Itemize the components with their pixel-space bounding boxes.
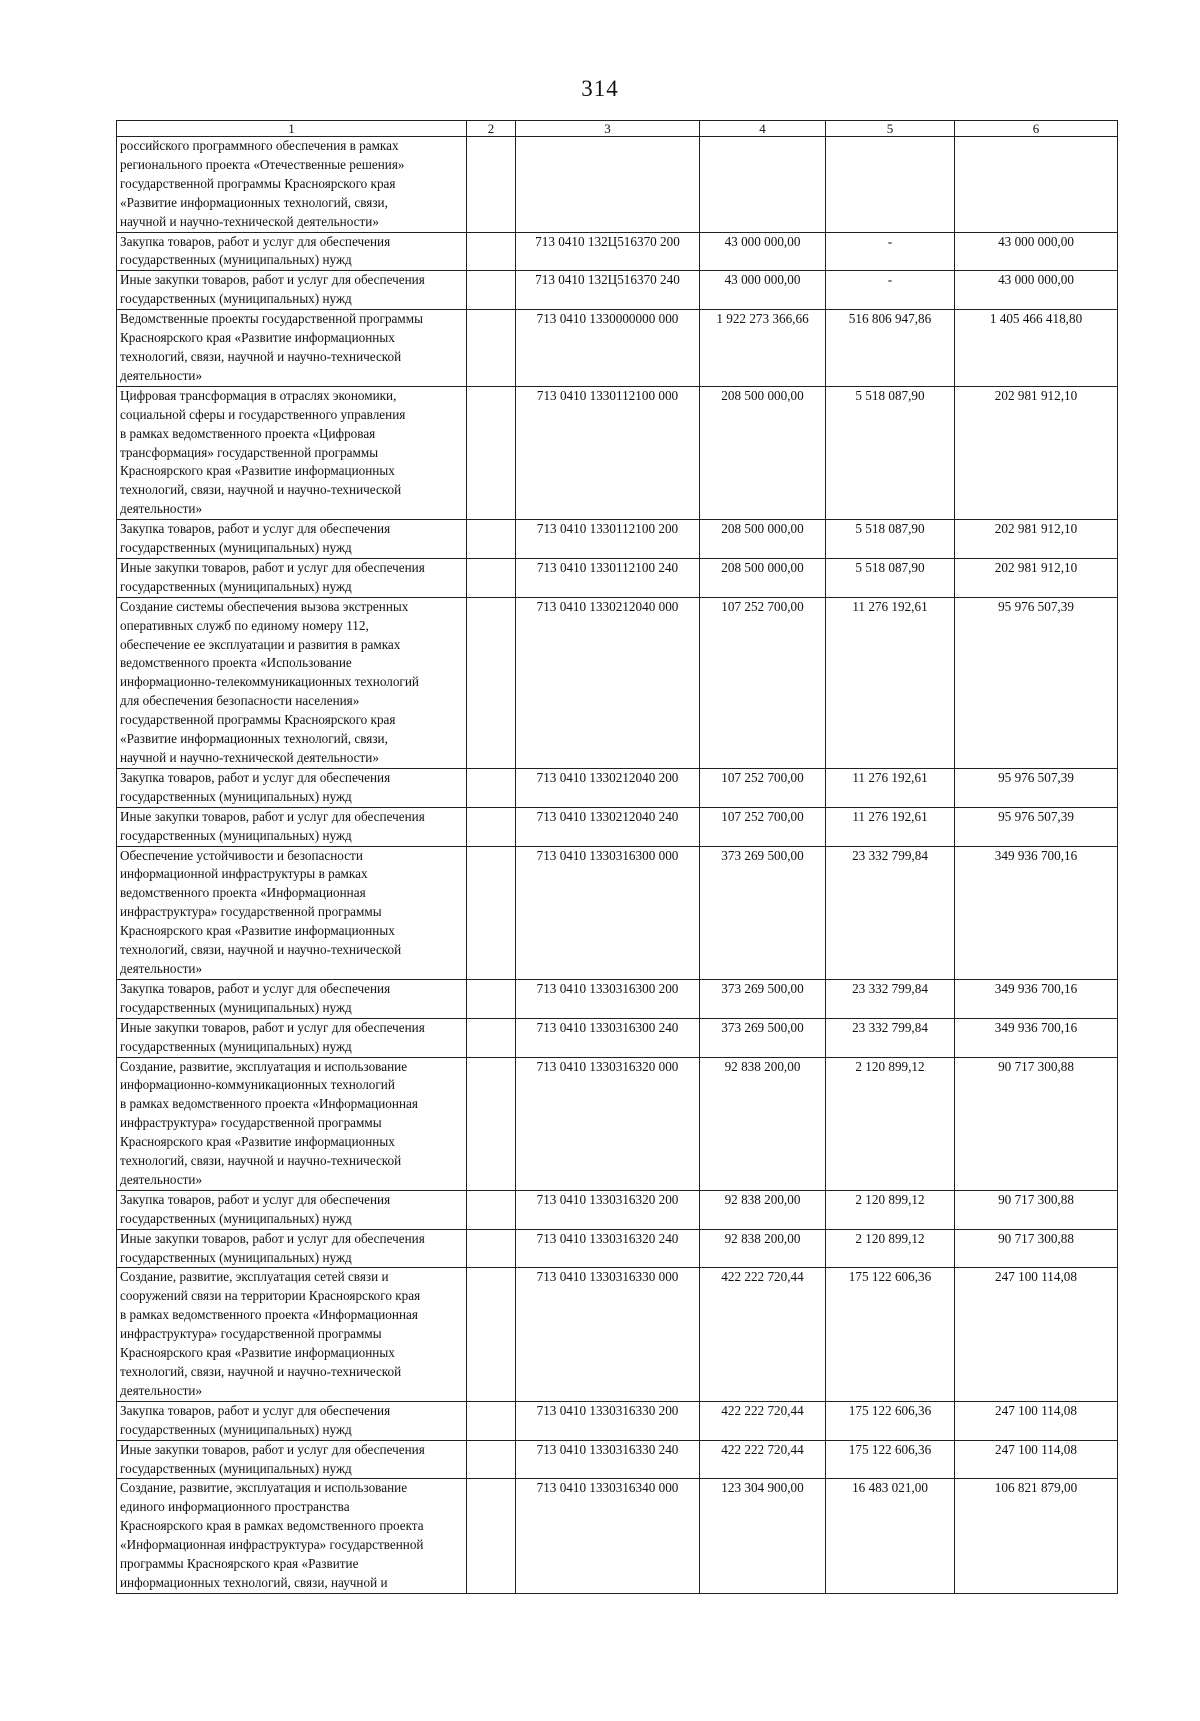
row-description: Закупка товаров, работ и услуг для обеспечения государственных (муниципальных) нужд [117, 1190, 467, 1229]
row-col2 [467, 232, 516, 271]
table-row [117, 1190, 1118, 1229]
row-amount-col4: 123 304 900,00 [700, 1479, 826, 1593]
row-amount-col4: 422 222 720,44 [700, 1440, 826, 1479]
row-amount-col5: - [826, 232, 955, 271]
budget-table [116, 120, 1118, 1594]
row-col2 [467, 1479, 516, 1593]
row-code: 713 0410 1330112100 200 [516, 520, 700, 559]
row-amount-col6: 202 981 912,10 [955, 520, 1118, 559]
row-description: Иные закупки товаров, работ и услуг для обеспечения государственных (муниципальных) нужд [117, 1440, 467, 1479]
row-amount-col4: 1 922 273 366,66 [700, 310, 826, 387]
row-code: 713 0410 1330316320 000 [516, 1057, 700, 1190]
row-amount-col4: 92 838 200,00 [700, 1057, 826, 1190]
row-amount-col6: 247 100 114,08 [955, 1440, 1118, 1479]
table-row [117, 597, 1118, 768]
row-col2 [467, 1018, 516, 1057]
row-amount-col6: 95 976 507,39 [955, 768, 1118, 807]
row-description: Иные закупки товаров, работ и услуг для обеспечения государственных (муниципальных) нужд [117, 807, 467, 846]
row-col2 [467, 597, 516, 768]
row-code: 713 0410 1330316330 200 [516, 1401, 700, 1440]
row-amount-col4: 92 838 200,00 [700, 1190, 826, 1229]
row-code: 713 0410 1330316320 200 [516, 1190, 700, 1229]
row-amount-col4: 373 269 500,00 [700, 979, 826, 1018]
row-description: Создание, развитие, эксплуатация сетей связи и сооружений связи на территории Красноярского края в рамках ведомственного проекта «Информационная инфраструктура» государственной программы Красноярского края «Развитие информационных технологий, связи, научной и научно-технической деятельности» [117, 1268, 467, 1401]
table-row [117, 1479, 1118, 1593]
row-amount-col6: 90 717 300,88 [955, 1057, 1118, 1190]
row-col2 [467, 558, 516, 597]
table-row [117, 1268, 1118, 1401]
row-amount-col4: 43 000 000,00 [700, 232, 826, 271]
row-col2 [467, 846, 516, 979]
header-cell-6: 6 [955, 121, 1118, 137]
row-amount-col5 [826, 137, 955, 233]
row-amount-col4: 208 500 000,00 [700, 558, 826, 597]
row-amount-col4: 107 252 700,00 [700, 807, 826, 846]
row-amount-col5: 5 518 087,90 [826, 558, 955, 597]
row-code: 713 0410 132Ц516370 200 [516, 232, 700, 271]
row-description: Иные закупки товаров, работ и услуг для обеспечения государственных (муниципальных) нужд [117, 271, 467, 310]
row-description: Иные закупки товаров, работ и услуг для обеспечения государственных (муниципальных) нужд [117, 1018, 467, 1057]
row-amount-col5: 11 276 192,61 [826, 597, 955, 768]
row-amount-col4: 92 838 200,00 [700, 1229, 826, 1268]
table-row [117, 386, 1118, 519]
row-amount-col4: 107 252 700,00 [700, 768, 826, 807]
row-code: 713 0410 1330000000 000 [516, 310, 700, 387]
row-amount-col6 [955, 137, 1118, 233]
table-row [117, 232, 1118, 271]
row-code: 713 0410 1330316300 200 [516, 979, 700, 1018]
row-amount-col5: 5 518 087,90 [826, 386, 955, 519]
row-col2 [467, 807, 516, 846]
row-col2 [467, 271, 516, 310]
row-amount-col4: 107 252 700,00 [700, 597, 826, 768]
row-col2 [467, 1057, 516, 1190]
row-amount-col5: 23 332 799,84 [826, 1018, 955, 1057]
row-description: Иные закупки товаров, работ и услуг для обеспечения государственных (муниципальных) нужд [117, 1229, 467, 1268]
row-amount-col6: 95 976 507,39 [955, 807, 1118, 846]
table-row [117, 1018, 1118, 1057]
row-amount-col5: 516 806 947,86 [826, 310, 955, 387]
row-amount-col4: 208 500 000,00 [700, 520, 826, 559]
row-description: Закупка товаров, работ и услуг для обеспечения государственных (муниципальных) нужд [117, 232, 467, 271]
row-amount-col6: 90 717 300,88 [955, 1229, 1118, 1268]
row-amount-col5: - [826, 271, 955, 310]
row-amount-col5: 11 276 192,61 [826, 768, 955, 807]
row-amount-col4: 422 222 720,44 [700, 1401, 826, 1440]
row-description: Иные закупки товаров, работ и услуг для обеспечения государственных (муниципальных) нужд [117, 558, 467, 597]
header-row [117, 121, 1118, 137]
row-description: Ведомственные проекты государственной программы Красноярского края «Развитие информационных технологий, связи, научной и научно-технической деятельности» [117, 310, 467, 387]
row-col2 [467, 1401, 516, 1440]
row-amount-col6: 43 000 000,00 [955, 232, 1118, 271]
row-description: Закупка товаров, работ и услуг для обеспечения государственных (муниципальных) нужд [117, 1401, 467, 1440]
row-code: 713 0410 1330316300 240 [516, 1018, 700, 1057]
row-amount-col5: 175 122 606,36 [826, 1440, 955, 1479]
table-row [117, 558, 1118, 597]
row-amount-col6: 349 936 700,16 [955, 846, 1118, 979]
table-body [117, 121, 1118, 1594]
row-amount-col5: 2 120 899,12 [826, 1057, 955, 1190]
row-amount-col5: 2 120 899,12 [826, 1190, 955, 1229]
table-row [117, 520, 1118, 559]
row-amount-col6: 106 821 879,00 [955, 1479, 1118, 1593]
row-amount-col5: 11 276 192,61 [826, 807, 955, 846]
row-description: Цифровая трансформация в отраслях экономики, социальной сферы и государственного управления в рамках ведомственного проекта «Цифровая трансформация» государственной программы Красноярского края «Развитие информационных технологий, связи, научной и научно-технической деятельности» [117, 386, 467, 519]
row-amount-col5: 175 122 606,36 [826, 1268, 955, 1401]
row-amount-col6: 247 100 114,08 [955, 1401, 1118, 1440]
row-col2 [467, 137, 516, 233]
row-amount-col6: 95 976 507,39 [955, 597, 1118, 768]
row-amount-col5: 2 120 899,12 [826, 1229, 955, 1268]
row-col2 [467, 1268, 516, 1401]
row-description: Создание, развитие, эксплуатация и использование информационно-коммуникационных технологий в рамках ведомственного проекта «Информационная инфраструктура» государственной программы Красноярского края «Развитие информационных технологий, связи, научной и научно-технической деятельности» [117, 1057, 467, 1190]
row-description: российского программного обеспечения в рамках регионального проекта «Отечественные решения» государственной программы Красноярского края «Развитие информационных технологий, связи, научной и научно-технической деятельности» [117, 137, 467, 233]
row-col2 [467, 1190, 516, 1229]
table-row [117, 1440, 1118, 1479]
row-amount-col4: 43 000 000,00 [700, 271, 826, 310]
row-code: 713 0410 1330212040 000 [516, 597, 700, 768]
row-code: 713 0410 132Ц516370 240 [516, 271, 700, 310]
row-amount-col6: 1 405 466 418,80 [955, 310, 1118, 387]
row-code: 713 0410 1330316320 240 [516, 1229, 700, 1268]
row-code: 713 0410 1330316340 000 [516, 1479, 700, 1593]
row-amount-col5: 23 332 799,84 [826, 979, 955, 1018]
header-cell-4: 4 [700, 121, 826, 137]
row-col2 [467, 1440, 516, 1479]
header-cell-2: 2 [467, 121, 516, 137]
row-amount-col6: 349 936 700,16 [955, 1018, 1118, 1057]
row-amount-col6: 202 981 912,10 [955, 386, 1118, 519]
row-col2 [467, 520, 516, 559]
row-amount-col4: 208 500 000,00 [700, 386, 826, 519]
row-amount-col6: 90 717 300,88 [955, 1190, 1118, 1229]
table-row [117, 979, 1118, 1018]
row-description: Создание, развитие, эксплуатация и использование единого информационного пространства Красноярского края в рамках ведомственного проекта «Информационная инфраструктура» государственной программы Красноярского края «Развитие информационных технологий, связи, научной и [117, 1479, 467, 1593]
table-row [117, 1229, 1118, 1268]
row-amount-col6: 349 936 700,16 [955, 979, 1118, 1018]
row-amount-col6: 202 981 912,10 [955, 558, 1118, 597]
table-row [117, 137, 1118, 233]
row-amount-col4: 373 269 500,00 [700, 1018, 826, 1057]
row-description: Закупка товаров, работ и услуг для обеспечения государственных (муниципальных) нужд [117, 768, 467, 807]
row-description: Обеспечение устойчивости и безопасности информационной инфраструктуры в рамках ведомственного проекта «Информационная инфраструктура» государственной программы Красноярского края «Развитие информационных технологий, связи, научной и научно-технической деятельности» [117, 846, 467, 979]
table-row [117, 310, 1118, 387]
row-col2 [467, 768, 516, 807]
row-amount-col6: 43 000 000,00 [955, 271, 1118, 310]
row-code: 713 0410 1330316300 000 [516, 846, 700, 979]
row-code: 713 0410 1330316330 240 [516, 1440, 700, 1479]
header-cell-5: 5 [826, 121, 955, 137]
row-description: Создание системы обеспечения вызова экстренных оперативных служб по единому номеру 112, обеспечение ее эксплуатации и развития в рамках ведомственного проекта «Использование информационно-телекоммуникационных технологий для обеспечения безопасности населения» государственной программы Красноярского края «Развитие информационных технологий, связи, научной и научно-технической деятельности» [117, 597, 467, 768]
row-amount-col5: 16 483 021,00 [826, 1479, 955, 1593]
row-code: 713 0410 1330212040 240 [516, 807, 700, 846]
row-code: 713 0410 1330316330 000 [516, 1268, 700, 1401]
row-amount-col6: 247 100 114,08 [955, 1268, 1118, 1401]
header-cell-1: 1 [117, 121, 467, 137]
header-cell-3: 3 [516, 121, 700, 137]
table-row [117, 1401, 1118, 1440]
row-amount-col5: 5 518 087,90 [826, 520, 955, 559]
row-col2 [467, 1229, 516, 1268]
table-row [117, 846, 1118, 979]
row-code: 713 0410 1330212040 200 [516, 768, 700, 807]
row-col2 [467, 310, 516, 387]
row-col2 [467, 386, 516, 519]
row-amount-col4 [700, 137, 826, 233]
row-amount-col5: 175 122 606,36 [826, 1401, 955, 1440]
page-number: 314 [581, 76, 619, 101]
row-description: Закупка товаров, работ и услуг для обеспечения государственных (муниципальных) нужд [117, 979, 467, 1018]
row-code: 713 0410 1330112100 240 [516, 558, 700, 597]
table-row [117, 1057, 1118, 1190]
table-row [117, 807, 1118, 846]
row-code: 713 0410 1330112100 000 [516, 386, 700, 519]
table-row [117, 271, 1118, 310]
row-amount-col5: 23 332 799,84 [826, 846, 955, 979]
row-amount-col4: 422 222 720,44 [700, 1268, 826, 1401]
row-code [516, 137, 700, 233]
table-row [117, 768, 1118, 807]
row-description: Закупка товаров, работ и услуг для обеспечения государственных (муниципальных) нужд [117, 520, 467, 559]
row-col2 [467, 979, 516, 1018]
row-amount-col4: 373 269 500,00 [700, 846, 826, 979]
